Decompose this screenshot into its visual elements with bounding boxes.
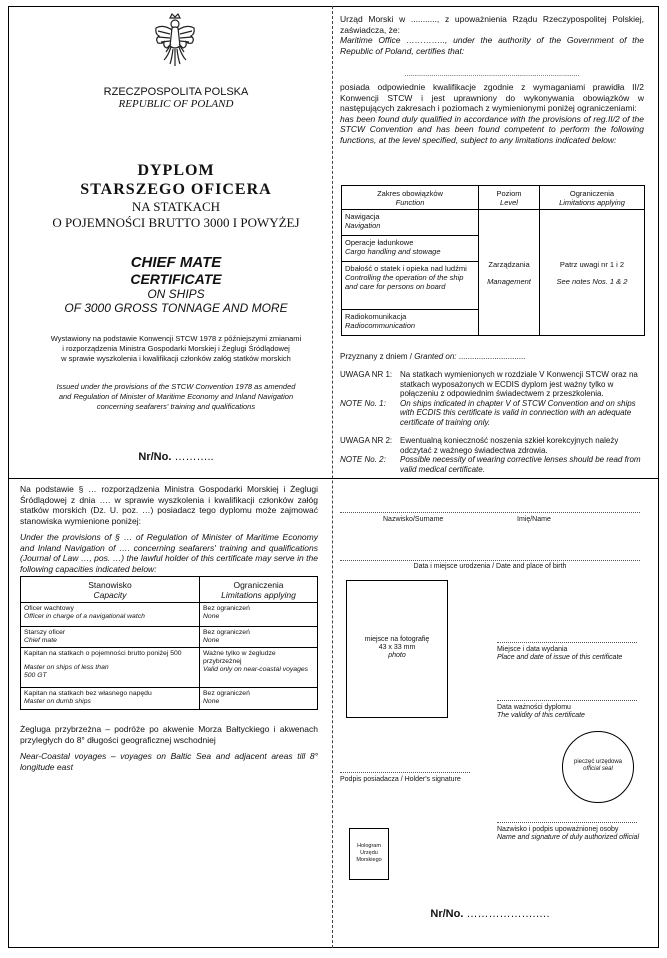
granted-on: Przyznany z dniem / Granted on: .............................. <box>340 352 526 361</box>
nr-label: Nr/No. <box>138 451 172 463</box>
qualification-statement-pl: posiada odpowiednie kwalifikacje zgodnie z wymaganiami prawidła II/2 Konwencji STCW i jest uprawniony do wykonywania obowiązków w następujących zakresach i poziomach z wymienionymi poniżej ograniczeniami: <box>340 82 644 113</box>
validity-label: Data ważności dyplomu The validity of this certificate <box>497 704 585 719</box>
note-1: UWAGA NR 1: Na statkach wymienionych w rozdziale V Konwencji STCW oraz na statkach wyposażonych w ECDIS dyplom jest ważny tylko w połączeniu z odpowiednim świadectwem z przeszkolenia. NOTE No. 1: On ships indicated in chapter V of STCW Convention and on ships with ECDIS this certificate is valid in connection with an adequate certificate of training only. <box>340 370 638 427</box>
issued-basis-pl-3: w sprawie wyszkolenia i kwalifikacji członków załóg statków morskich <box>61 354 291 363</box>
title-na-statkach: NA STATKACH <box>131 199 221 214</box>
title-chief-mate: CHIEF MATE <box>130 254 222 271</box>
republic-name-pl: RZECZPOSPOLITA POLSKA <box>103 86 249 98</box>
fold-line-vertical <box>332 6 333 948</box>
function-row-navigation: Nawigacja Navigation <box>342 210 479 236</box>
certificate-frame <box>8 6 659 948</box>
official-signature-label: Nazwisko i podpis upoważnionej osoby Name and signature of duly authorized official <box>497 826 640 841</box>
issued-basis-pl-1: Wystawiony na podstawie Konwencji STCW 1978 z późniejszymi zmianami <box>50 334 302 343</box>
maritime-office-statement-pl: Urząd Morski w ..........., z upoważnienia Rządu Rzeczypospolitej Polskiej, zaświadcza, że: <box>340 14 644 35</box>
certificate-number-back <box>340 908 640 920</box>
holder-name-dots: .......................................................................................... <box>404 71 580 78</box>
official-seal-placeholder: pieczęć urzędowa official seal <box>562 731 634 803</box>
issue-label: Miejsce i data wydania Place and date of issue of this certificate <box>497 646 623 661</box>
qualification-statement-en: has been found duly qualified in accordance with the provisions of reg.II/2 of the STCW Convention and has been found competent to perform the following functions, at the level specified, subject to any limitations indicated below: <box>340 113 644 145</box>
issue-line <box>497 642 637 643</box>
certificate-number-front <box>20 451 332 463</box>
dob-line <box>340 560 640 561</box>
functions-header-limitations: Ograniczenia Limitations applying <box>540 186 645 210</box>
name-label: Imię/Name <box>517 516 551 523</box>
coastal-definition-pl: Żegluga przybrzeżna – podróże po akwenie Morza Bałtyckiego i akwenach przyległych do 8° długości geograficznej wschodniej <box>20 724 318 745</box>
note-2: UWAGA NR 2: Ewentualną konieczność noszenia szkieł korekcyjnych należy odczytać z ważnego świadectwa zdrowia. NOTE No. 2: Possible necessity of wearing corrective lenses should be read from valid medical certificate. <box>340 436 641 474</box>
function-row-ship-care: Dbałość o statek i opieka nad ludźmi Controlling the operation of the ship and care for persons on board <box>342 262 479 310</box>
title-tonnage-en: OF 3000 GROSS TONNAGE AND MORE <box>64 301 288 315</box>
title-starszego-oficera: STARSZEGO OFICERA <box>80 181 272 198</box>
holder-signature-line <box>340 772 470 773</box>
capacity-limit: Bez ograniczeń None <box>200 688 318 710</box>
functions-header-function: Zakres obowiązków Function <box>342 186 479 210</box>
capacities-basis-pl: Na podstawie § … rozporządzenia Ministra Gospodarki Morskiej i Żeglugi Śródlądowej z dnia …. w sprawie wyszkolenia i kwalifikacji członków załóg statków morskich (Dz. U. poz. …) posiadacz tego dyplomu może zajmować stanowiska wymienione poniżej: <box>20 484 318 526</box>
issued-basis-en-1: Issued under the provisions of the STCW Convention 1978 as amended <box>56 382 296 391</box>
capacity-row: Oficer wachtowy Officer in charge of a navigational watch <box>21 603 200 627</box>
hologram-placeholder: Hologram Urzędu Morskiego <box>349 828 389 880</box>
capacity-row: Starszy oficer Chief mate <box>21 627 200 648</box>
title-dyplom: DYPLOM <box>137 162 215 179</box>
functions-header-level: Poziom Level <box>479 186 540 210</box>
fold-line-horizontal <box>8 478 659 479</box>
function-level-cell: Zarządzania Management <box>479 210 540 336</box>
title-certificate: CERTIFICATE <box>130 271 222 287</box>
holder-signature-label: Podpis posiadacza / Holder's signature <box>340 776 461 783</box>
nr-dots: ……….. <box>171 451 214 463</box>
capacities-header-limitations: Ograniczenia Limitations applying <box>200 577 318 603</box>
function-row-radiocommunication: Radiokomunikacja Radiocommunication <box>342 310 479 336</box>
official-signature-line <box>497 822 637 823</box>
photo-placeholder: miejsce na fotografię 43 x 33 mm photo <box>346 580 448 718</box>
issued-basis-pl-2: i rozporządzenia Ministra Gospodarki Morskiej i Żeglugi Śródlądowej <box>62 344 290 353</box>
issued-basis-en-3: concerning seafarers' training and qualifications <box>96 402 256 411</box>
surname-label: Nazwisko/Surname <box>383 516 444 523</box>
dob-label: Data i miejsce urodzenia / Date and place of birth <box>413 563 567 570</box>
republic-name-en: REPUBLIC OF POLAND <box>118 98 234 110</box>
nr-label: Nr/No. <box>430 908 464 920</box>
capacity-limit: Bez ograniczeń None <box>200 603 318 627</box>
functions-table <box>341 185 645 336</box>
issued-basis-en-2: and Regulation of Minister of Maritime Economy and Inland Navigation <box>58 392 294 401</box>
capacities-basis-en: Under the provisions of § … of Regulation of Minister of Maritime Economy and Inland Navigation of …. concerning seafarers' training and qualifications (Journal of Law …, pos. …) the lawful holder of this certificate may serve in the following capacities indicated below: <box>20 532 318 574</box>
title-tonnage-pl: O POJEMNOŚCI BRUTTO 3000 I POWYŻEJ <box>52 215 300 230</box>
nr-dots: ……………….…. <box>463 908 550 920</box>
title-on-ships: ON SHIPS <box>147 287 205 301</box>
name-line <box>340 512 640 513</box>
capacity-row: Kapitan na statkach o pojemności brutto poniżej 500 Master on ships of less than 500 GT <box>21 648 200 688</box>
maritime-office-statement-en: Maritime Office ………….., under the authority of the Government of the Republic of Poland, certifies that: <box>340 35 644 56</box>
capacities-header-capacity: Stanowisko Capacity <box>21 577 200 603</box>
capacities-table <box>20 576 318 710</box>
capacity-limit: Bez ograniczeń None <box>200 627 318 648</box>
capacity-row: Kapitan na statkach bez własnego napędu Master on dumb ships <box>21 688 200 710</box>
coastal-definition-en: Near-Coastal voyages – voyages on Baltic Sea and adjacent areas till 8° longitude east <box>20 751 318 772</box>
capacity-limit: Ważne tylko w żegludze przybrzeżnej Valid only on near-coastal voyages <box>200 648 318 688</box>
validity-line <box>497 700 637 701</box>
function-limitations-cell: Patrz uwagi nr 1 i 2 See notes Nos. 1 & 2 <box>540 210 645 336</box>
polish-eagle-emblem <box>153 12 197 68</box>
function-row-cargo: Operacje ładunkowe Cargo handling and stowage <box>342 236 479 262</box>
